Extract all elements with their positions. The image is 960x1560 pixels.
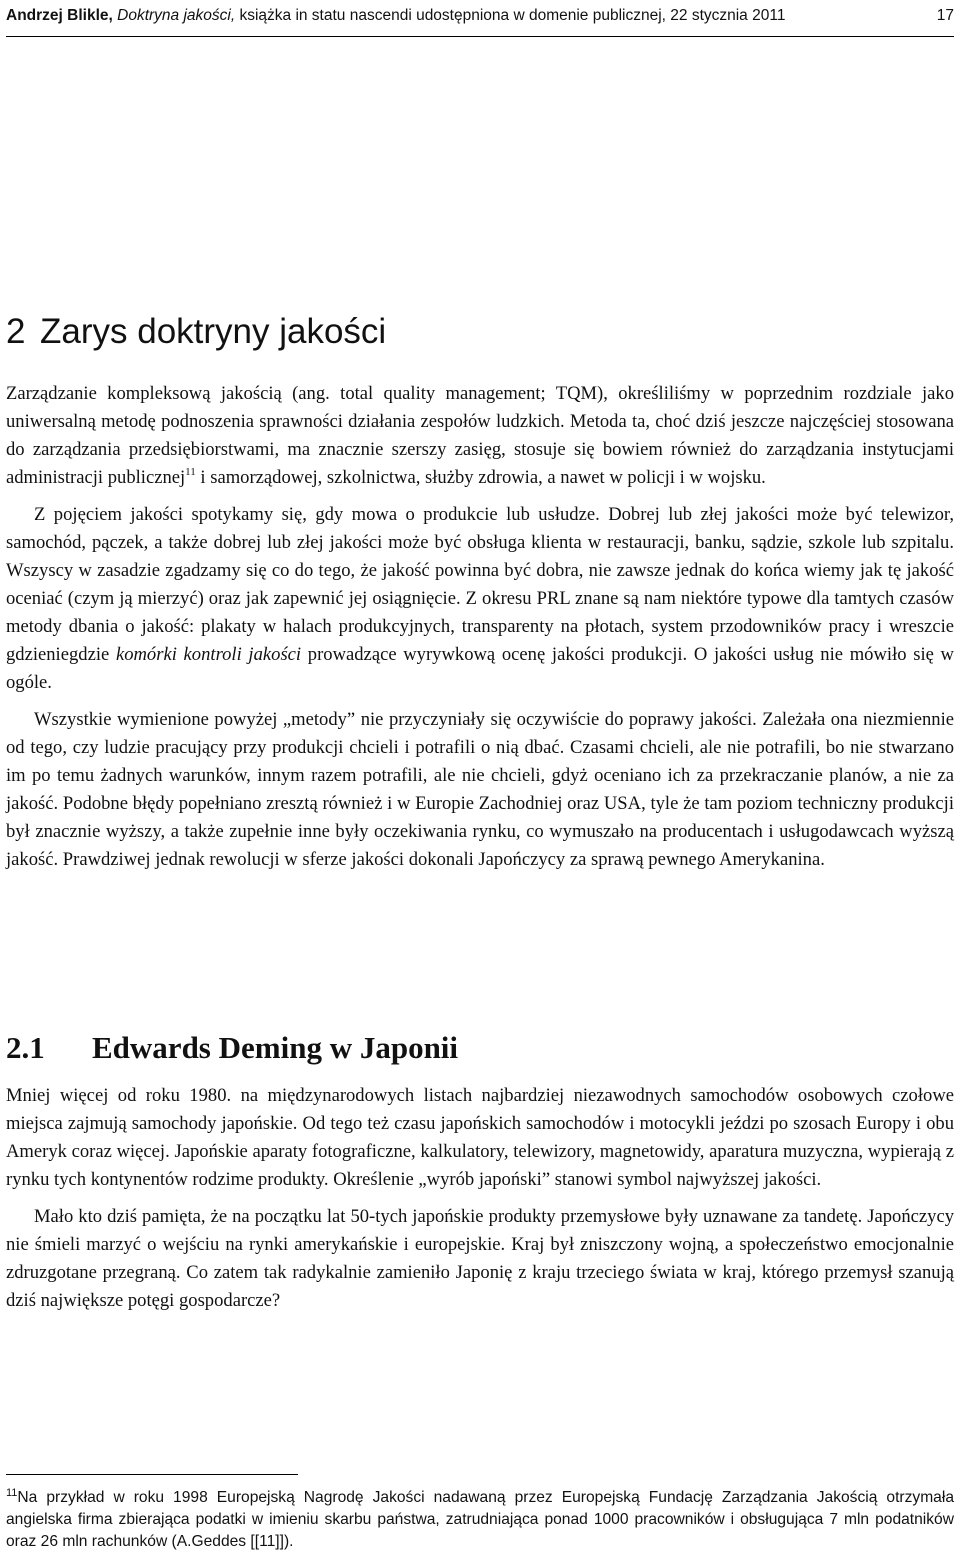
footnote xyxy=(6,1487,954,1553)
page-number: 17 xyxy=(936,7,954,24)
footnote-text: Na przykład w roku 1998 Europejską Nagrodę Jakości nadawaną przez Europejską Fundację Zarządzania Jakością otrzymała angielska firma zbierająca podatki w imieniu skarbu państwa, zatrudniająca ponad 1000 pracowników i obsługująca 7 mln podatników oraz 26 mln rachunków (A.Geddes [[11]]). xyxy=(6,1489,954,1550)
paragraph-3: Wszystkie wymienione powyżej „metody” nie przyczyniały się oczywiście do poprawy jakości. Zależała ona niezmiennie od tego, czy ludzie pracujący przy produkcji chcieli i potrafili o nią dbać. Czasami chcieli, ale nie potrafili, bo nie stwarzano im po temu żadnych warunków, innym razem potrafili, ale nie chcieli, gdyż oceniano ich za przekraczanie planów, a nie za jakość. Podobne błędy popełniano zresztą również i w Europie Zachodniej oraz USA, tyle że tam poziom techniczny produkcji był znacznie wyższy, a także zupełnie inne były oczekiwania rynku, co wymuszało na producentach i usługodawcach wyższą jakość. Prawdziwej jednak rewolucji w sferze jakości dokonali Japończycy za sprawą pewnego Amerykanina. xyxy=(6,709,954,870)
section-number: 2.1 xyxy=(6,1030,45,1065)
chapter-number: 2 xyxy=(6,312,26,351)
paragraph-1 xyxy=(6,380,954,492)
section-paragraph-2: Mało kto dziś pamięta, że na początku lat 50-tych japońskie produkty przemysłowe były uznawane za tandetę. Japończycy nie śmieli marzyć o wejściu na rynki amerykańskie i europejskie. Kraj był zniszczony wojną, a społeczeństwo emocjonalnie zdruzgotane przegraną. Co zatem tak radykalnie zamieniło Japonię z kraju trzeciego świata w kraj, którego przemysł szanują dziś największe potęgi gospodarcze? xyxy=(6,1206,954,1311)
header-author: Andrzej Blikle, xyxy=(6,7,113,24)
paragraph-2-text: Z pojęciem jakości spotykamy się, gdy mowa o produkcie lub usłudze. Dobrej lub złej jakości może być telewizor, samochód, pączek, a także dobrej lub złej jakości może być obsługa klienta w restauracji, banku, sądzie, szkole lub szpitalu. Wszyscy w zasadzie zgadzamy się co do tego, że jakość powinna być dobra, nie zawsze jednak do końca wiemy jak tę jakość oceniać (czym ją mierzyć) oraz jak zapewnić jej osiągnięcie. Z okresu PRL znane są nam niektóre typowe dla tamtych czasów metody dbania o jakość: plakaty w halach produkcyjnych, transparenty na płotach, system przodowników pracy i wreszcie gdzieniegdzie xyxy=(6,504,954,665)
paragraph-2-text-end: prowadzące wyrywkową ocenę jakości produkcji. O jakości usług nie mówiło się w ogóle. xyxy=(6,644,954,693)
paragraph-1-text: Zarządzanie kompleksową jakością (ang. total quality management; TQM), określiliśmy w poprzednim rozdziale jako uniwersalną metodę podnoszenia sprawności działania zespołów ludzkich. Metoda ta, choć dziś jeszcze najczęściej stosowana do zarządzania przedsiębiorstwami, ma znacznie szerszy zasięg, stosuje się bowiem również do zarządzania instytucjami administracji publicznej xyxy=(6,383,954,488)
section-heading xyxy=(6,1028,458,1068)
chapter-body xyxy=(6,380,954,874)
footnote-separator xyxy=(6,1474,298,1475)
paragraph-2-emphasis: komórki kontroli jakości xyxy=(115,644,302,665)
chapter-title: Zarys doktryny jakości xyxy=(40,312,387,351)
section-paragraph-1: Mniej więcej od roku 1980. na międzynarodowych listach najbardziej niezawodnych samochodów osobowych czołowe miejsca zajmują samochody japońskie. Od tego też czasu japońskich samochodów i motocykli jeździ po szosach Europy i obu Ameryk coraz więcej. Japońskie aparaty fotograficzne, kalkulatory, telewizory, magnetowidy, aparatura muzyczna, wypierają z rynku tych kontynentów rodzime produkty. Określenie „wyrób japoński” stanowi symbol najwyższej jakości. xyxy=(6,1085,954,1190)
paragraph-1-text-end: i samorządowej, szkolnictwa, służby zdrowia, a nawet w policji i w wojsku. xyxy=(195,467,766,488)
footnote-reference[interactable]: 11 xyxy=(185,466,196,478)
footnote-marker: 11 xyxy=(6,1487,18,1499)
header-book-title: Doktryna jakości, xyxy=(117,7,236,24)
chapter-heading xyxy=(6,310,386,354)
section-title: Edwards Deming w Japonii xyxy=(92,1030,459,1065)
running-header xyxy=(6,6,954,37)
section-body xyxy=(6,1082,954,1315)
header-details: książka in statu nascendi udostępniona w domenie publicznej, 22 stycznia 2011 xyxy=(235,7,786,24)
paragraph-2 xyxy=(6,501,954,697)
header-citation xyxy=(6,6,785,26)
